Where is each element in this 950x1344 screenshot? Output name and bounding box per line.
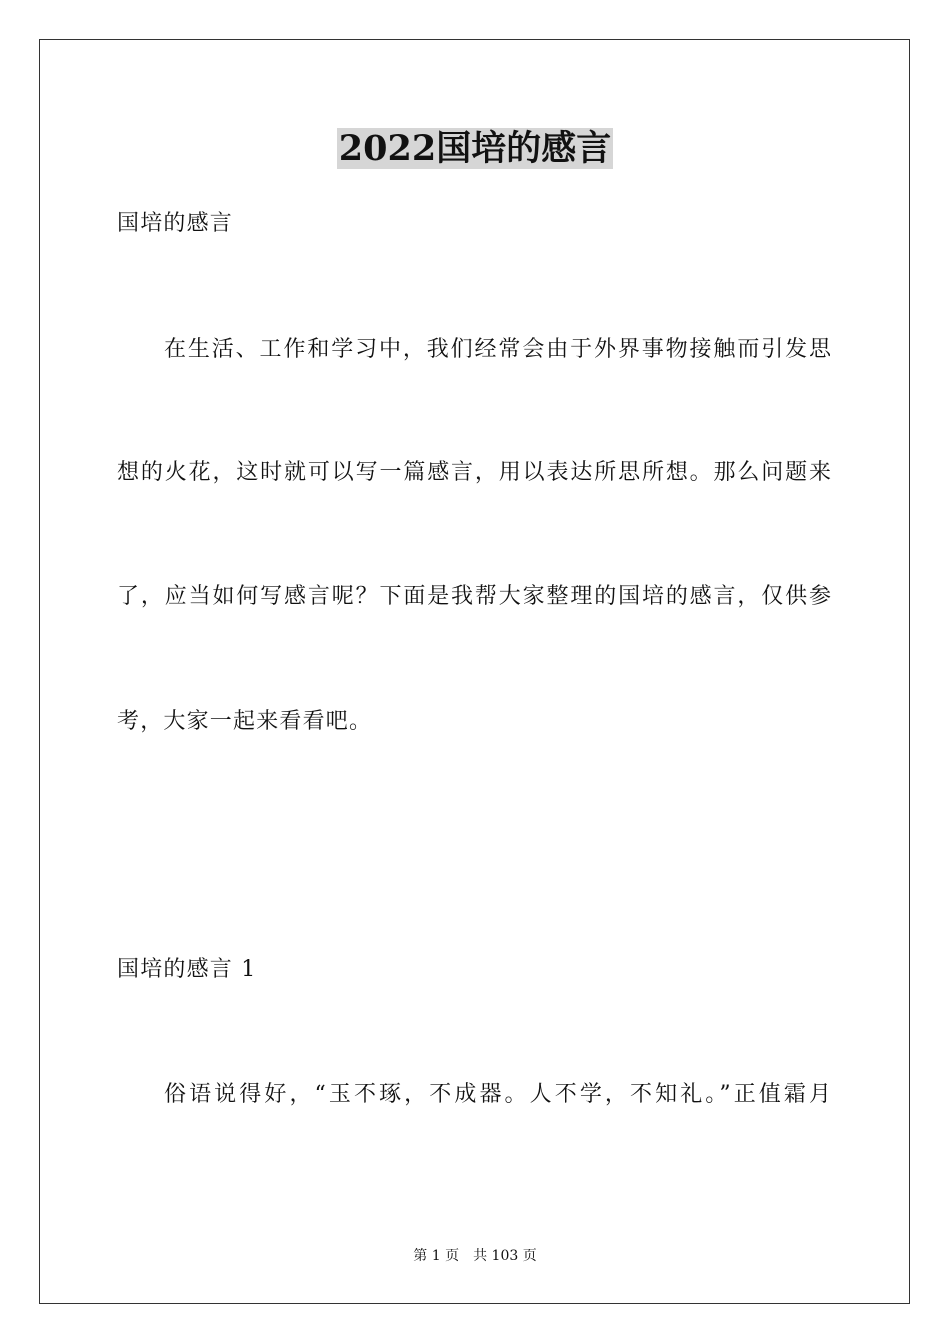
paragraph-line: 俗语说得好，“玉不琢，不成器。人不学，不知礼。”正值霜月 bbox=[164, 1082, 831, 1107]
document-title bbox=[0, 127, 950, 171]
page-footer bbox=[0, 1247, 950, 1265]
section-heading: 国培的感言 bbox=[117, 211, 234, 236]
paragraph-line: 想的火花，这时就可以写一篇感言，用以表达所思所想。那么问题来 bbox=[117, 460, 831, 485]
paragraph-line: 在生活、工作和学习中，我们经常会由于外界事物接触而引发思 bbox=[164, 337, 831, 362]
paragraph-line: 了，应当如何写感言呢？下面是我帮大家整理的国培的感言，仅供参 bbox=[117, 584, 831, 609]
paragraph-line: 考，大家一起来看看吧。 bbox=[117, 709, 373, 734]
page-total: 共 103 页 bbox=[473, 1248, 537, 1264]
subsection-heading: 国培的感言 1 bbox=[117, 957, 257, 982]
page-number: 第 1 页 bbox=[413, 1248, 460, 1264]
document-title-text: 2022国培的感言 bbox=[338, 128, 612, 169]
